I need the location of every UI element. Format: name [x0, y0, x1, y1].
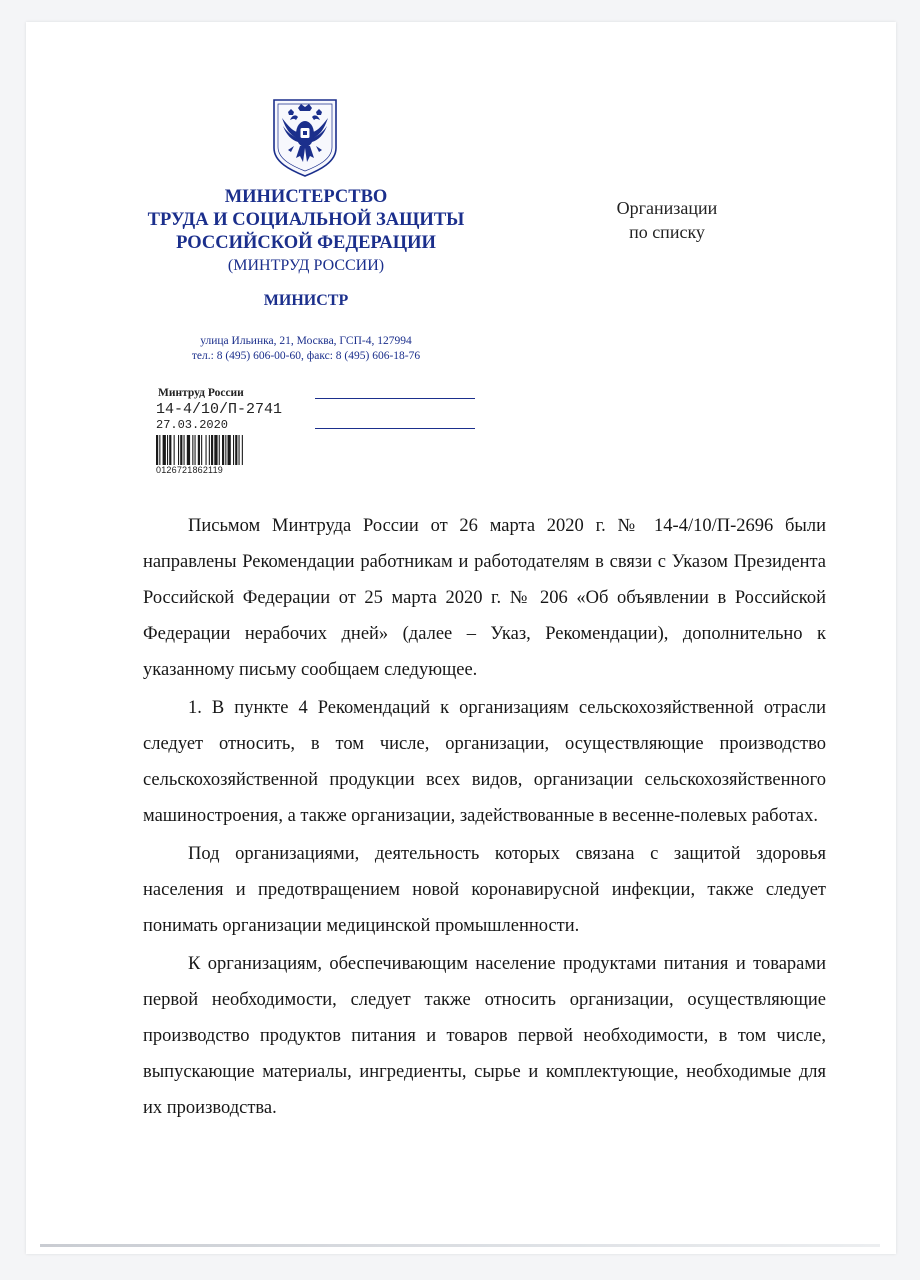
addressee	[586, 196, 748, 244]
ministry-name	[140, 186, 472, 277]
phone-fax-line: тел.: 8 (495) 606-00-60, факс: 8 (495) 606-18-76	[191, 350, 421, 362]
barcode-bar	[239, 435, 240, 465]
barcode-bar	[159, 435, 160, 465]
barcode-bar	[178, 435, 179, 465]
barcode-bar	[163, 435, 166, 465]
barcode-bar	[211, 435, 213, 465]
registration-stamp	[150, 387, 300, 479]
barcode-bar	[214, 435, 217, 465]
barcode-bar	[233, 435, 234, 465]
barcode	[156, 435, 298, 465]
barcode-bar	[167, 435, 168, 465]
stamp-date: 27.03.2020	[156, 418, 229, 432]
barcode-bar	[228, 435, 231, 465]
body-paragraph: Письмом Минтруда России от 26 марта 2020 г. № 14-4/10/П-2696 были направлены Рекомендации работникам и работодателям в связи с Указом Президента Российской Федерации от 25 марта 2020 г. № 206 «Об объявлении в Российской Федерации нерабочих дней» (далее – Указ, Рекомендации), дополнительно к указанному письму сообщаем следующее.	[143, 516, 826, 680]
ministry-name-line: ТРУДА И СОЦИАЛЬНОЙ ЗАЩИТЫ	[147, 210, 465, 230]
barcode-bar	[180, 435, 182, 465]
addressee-line: по списку	[629, 222, 705, 242]
barcode-bar	[209, 435, 210, 465]
ministry-address	[140, 334, 472, 364]
registration-number-line	[315, 398, 475, 399]
barcode-bar	[206, 435, 207, 465]
barcode-bar	[192, 435, 193, 465]
registration-reference-line	[315, 428, 475, 429]
barcode-bar	[235, 435, 237, 465]
body-paragraph: 1. В пункте 4 Рекомендаций к организациям сельскохозяйственной отрасли следует относить, в том числе, организации, осуществляющие производство сельскохозяйственной продукции всех видов, организации сельскохозяйственного машиностроения, а также организации, задействованные в весенне-полевых работах.	[143, 698, 826, 826]
barcode-bar	[169, 435, 171, 465]
barcode-bar	[195, 435, 196, 465]
addressee-line: Организации	[616, 198, 718, 218]
barcode-bar	[198, 435, 200, 465]
page-bottom-edge	[40, 1244, 880, 1247]
russian-coat-of-arms-icon	[270, 96, 340, 178]
barcode-bar	[156, 435, 158, 465]
body-paragraph: К организациям, обеспечивающим население продуктами питания и товарами первой необходимости, следует также относить организации, осуществляющие производство продуктов питания и товаров первой необходимости, в том числе, выпускающие материалы, ингредиенты, сырье и комплектующие, необходимые для их производства.	[143, 954, 826, 1118]
barcode-bar	[184, 435, 185, 465]
stamp-number: 14-4/10/П-2741	[156, 401, 283, 418]
ministry-name-line: МИНИСТЕРСТВО	[224, 187, 388, 207]
ministry-name-line: РОССИЙСКОЙ ФЕДЕРАЦИИ	[176, 233, 436, 253]
address-line: улица Ильинка, 21, Москва, ГСП-4, 127994	[200, 335, 412, 347]
barcode-bar	[222, 435, 224, 465]
letter-body	[143, 508, 826, 1128]
barcode-bar	[242, 435, 243, 465]
body-paragraph: Под организациями, деятельность которых связана с защитой здоровья населения и предотвращением новой коронавирусной инфекции, также следует понимать организации медицинской промышленности.	[143, 844, 826, 936]
sender-position: МИНИСТР	[263, 292, 349, 309]
barcode-bar	[225, 435, 226, 465]
barcode-bar	[201, 435, 202, 465]
barcode-bar	[219, 435, 220, 465]
barcode-number: 0126721862119	[156, 465, 224, 475]
ministry-abbreviation: (МИНТРУД РОССИИ)	[227, 257, 385, 274]
stamp-organization: Минтруд России	[158, 387, 244, 399]
barcode-bar	[187, 435, 190, 465]
barcode-bar	[174, 435, 175, 465]
